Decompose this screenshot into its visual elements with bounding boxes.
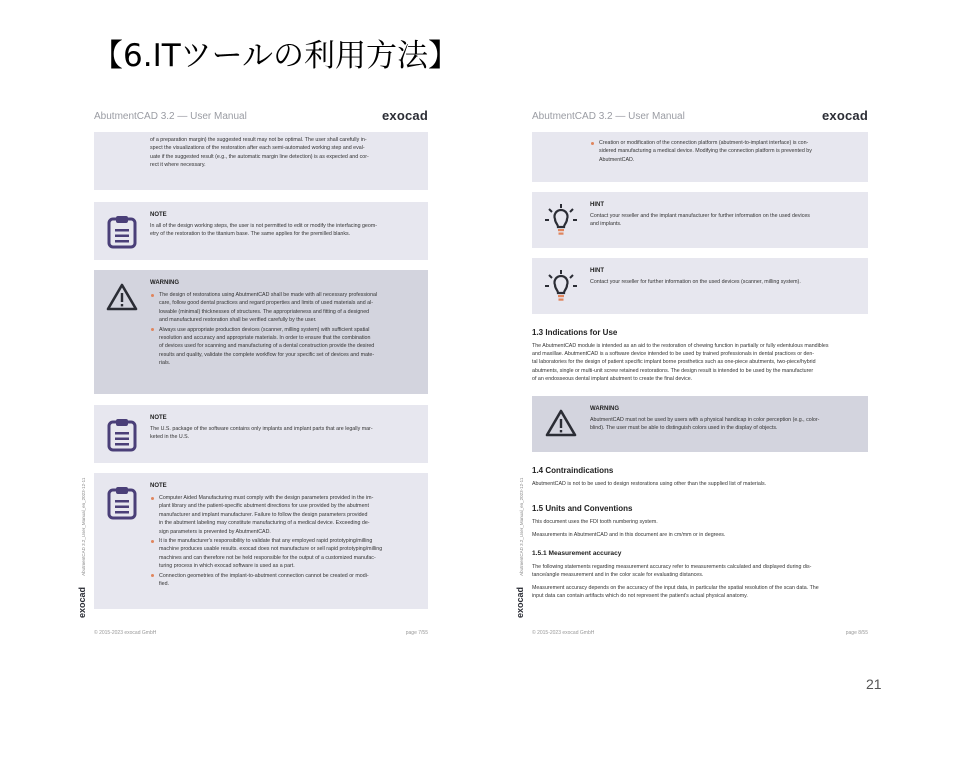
note-line: The U.S. package of the software contains only implants and implant parts that are legally mar- [150,426,373,432]
warning-triangle-icon [106,282,138,312]
box-line: rect it where necessary. [150,162,206,169]
section-heading-1-5-1: 1.5.1 Measurement accuracy [532,550,622,557]
manual-page-right [532,104,868,640]
left-side-meta: AbutmentCAD 3.2_User_Manual_en_2023-12-11 [81,477,86,576]
warning-line: blind). The user must be able to distinguish colors used in the display of objects. [590,425,778,432]
right-side-meta: AbutmentCAD 3.2_User_Manual_en_2023-12-11 [519,477,524,576]
note-bullet: Connection geometries of the implant-to-abutment connection cannot be created or modi- fied. [150,572,424,589]
note-label: NOTE [150,212,167,218]
lightbulb-icon [544,269,578,303]
note-bullet: Computer Aided Manufacturing must comply with the design parameters provided in the im- plant library and the patient-specific abutment directions for use provided by the abutment manufacturer and implant manufacturer. Failure to follow the design parameters provided in the abutment labeling may constitute manufacturing of a medical device. Exceeding de- sign parameters is prevented by AbutmentCAD. [150,494,424,536]
hint-line: Contact your reseller for further information on the used devices (scanner, milling system). [590,279,801,285]
hint-line: Contact your reseller and the implant manufacturer for further information on the used devices [590,213,810,219]
note-box [94,473,428,609]
section-text-1-5-1-para1: The following statements regarding measurement accuracy refer to measurements calculated and displayed during dis- tance/angle measurement and in the color scale for evaluating distances. [532,564,812,579]
note-box [94,405,428,463]
header-title: AbutmentCAD 3.2 — User Manual [94,111,247,122]
page-footer-number: page 8/55 [845,630,868,636]
section-text-1-5-line2: Measurements in AbutmentCAD and in this document are in cm/mm or in degrees. [532,532,726,538]
header-logo: exocad [821,108,868,123]
section-heading-1-4: 1.4 Contraindications [532,466,614,475]
warning-box [94,270,428,394]
warning-triangle-icon [545,408,577,438]
section-heading-1-5: 1.5 Units and Conventions [532,504,633,513]
continued-text-box [532,132,868,182]
page-footer-copyright: © 2015-2023 exocad GmbH [94,630,157,636]
clipboard-icon [107,215,137,249]
box-line: of a preparation margin) the suggested result may not be optimal. The user shall carefully in- [150,137,367,143]
hint-line: and implants. [590,221,622,228]
section-heading-1-3: 1.3 Indications for Use [532,328,618,337]
page-header [532,108,868,128]
note-box [94,202,428,260]
hint-box [532,258,868,314]
section-text-1-3: The AbutmentCAD module is intended as an aid to the restoration of chewing function in partially or fully edentulous mandibles and maxillae. AbutmentCAD is a software device intended to be used by trained professionals in dental practices or den- tal laboratories for the design of patient specific implant borne prosthetics such as one-piece abutments, two-piece/hybrid abutments, single or multi-unit screw retained restorations. The design result is intended to be used by the manufacturer of an endosseous dental implant abutment to create the final device. [532,343,829,382]
warning-line: AbutmentCAD must not be used by users with a physical handicap in color perception (e.g., color- [590,417,820,423]
clipboard-icon [107,418,137,452]
page-footer-copyright: © 2015-2023 exocad GmbH [532,630,595,636]
header-title: AbutmentCAD 3.2 — User Manual [532,111,685,122]
right-side-logo: exocad [515,586,525,618]
box-line: spect the visualizations of the restoration after each semi-automated working step and eval- [150,145,365,152]
warning-box [532,396,868,452]
warning-bullet: Always use appropriate production devices (scanner, milling system) with sufficient spatial resolution and accuracy and appropriate materials. In order to ensure that the combination of devices used for scanning and manufacturing of a dental construction provide the desired results and quality, validate the complete workflow for your specific set of devices and mate- rials. [150,326,424,368]
clipboard-icon [107,486,137,520]
note-line: etry of the restoration to the titanium base. The same applies for the premilled blanks. [150,231,351,238]
section-text-1-5-1-para2: Measurement accuracy depends on the accuracy of the input data, in particular the spatial resolution of the scan data. The input data can contain artifacts which do not represent the patient's actual physical anatomy. [532,585,819,600]
slide-number: 21 [866,676,882,692]
left-side-logo: exocad [77,586,87,618]
header-logo: exocad [381,108,428,123]
hint-label: HINT [590,268,604,274]
note-bullet: It is the manufacturer's responsibility to validate that any employed rapid prototyping/milling machine produces usable results. exocad does not manufacture or sell rapid prototyping/milling machines and can therefore not be held responsible for the output of a customized manufac- turing process in which exocad software is used as a part. [150,537,424,571]
warning-bullet: The design of restorations using AbutmentCAD shall be made with all necessary professional care, follow good dental practices and regard properties and limits of used materials and al- lowable (minimal) thicknesses of structures. The appropriateness and fitting of a designed and manufactured restoration shall be verified carefully by the user. [150,291,424,325]
warning-label: WARNING [150,280,179,286]
manual-page-left [94,104,428,640]
note-label: NOTE [150,415,167,421]
page-footer-number: page 7/55 [405,630,428,636]
note-line: keted in the U.S. [150,434,190,441]
page-header [94,108,428,128]
section-text-1-5-line1: This document uses the FDI tooth numbering system. [532,519,658,525]
box-bullet: Creation or modification of the connection platform (abutment-to-implant interface) is con- sidered manufacturing a medical device. Modifying the connection platform is prevented by AbutmentCAD. [590,139,862,164]
slide-title: 【6.ITツールの利用方法】 [92,38,460,74]
hint-label: HINT [590,202,604,208]
lightbulb-icon [544,203,578,237]
note-label: NOTE [150,483,167,489]
section-text-1-4: AbutmentCAD is not to be used to design restorations using other than the supplied list of materials. [532,481,767,487]
warning-label: WARNING [590,406,619,412]
continued-text-box [94,132,428,190]
left-side-strip [70,477,87,758]
hint-box [532,192,868,248]
note-line: In all of the design working steps, the user is not permitted to edit or modify the interfacing geom- [150,223,378,229]
box-line: uate if the suggested result (e.g., the automatic margin line detection) is as expected and cor- [150,153,369,160]
right-side-strip [508,477,525,758]
